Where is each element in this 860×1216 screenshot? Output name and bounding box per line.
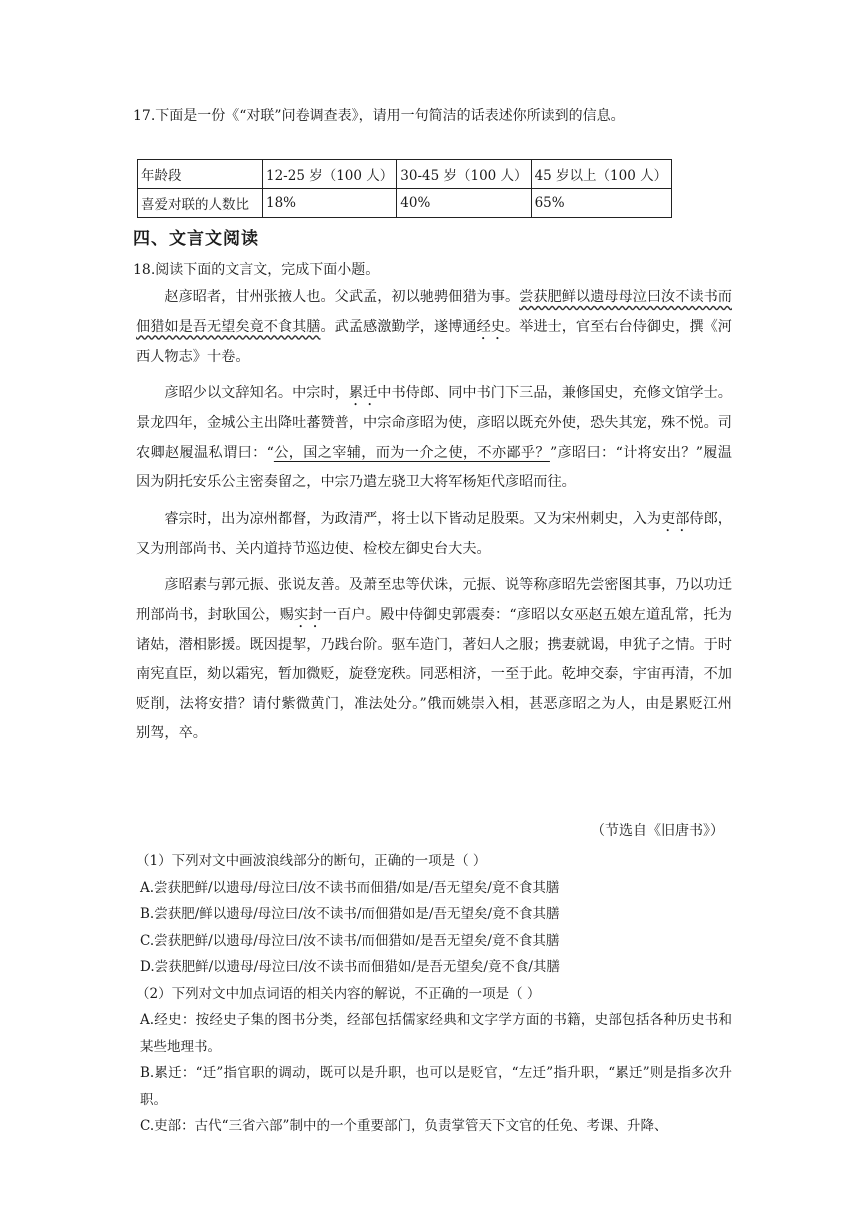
table-cell: 年龄段 (138, 160, 263, 189)
option-a: A.经史：按经史子集的图书分类，经部包括儒家经典和文字学方面的书籍，史部包括各种历史书和某些地理书。 (140, 1012, 732, 1055)
question-17-prompt: 17.下面是一份《“对联”问卷调查表》，请用一句简洁的话表述你所读到的信息。 (133, 108, 625, 124)
passage-text: 。举进士，官至右台侍御史，撰《河西人物志》十卷。 (136, 318, 732, 365)
passage-text: 赵彦昭者，甘州张掖人也。父武孟，初以驰骋佃猎为事。 (164, 289, 520, 305)
passage-text: 侍郎，又为刑部尚书、关内道持节巡边使、检校左御史台大夫。 (136, 510, 732, 557)
passage-paragraph-4 (136, 571, 732, 749)
option-b: B.累迁：“迁”指官职的调动，既可以是升职，也可以是贬官，“左迁”指升职，“累迁”则是指多次升职。 (140, 1065, 732, 1108)
passage-text: ”彦昭曰：“计将安出？”履温因为阴托安乐公主密奏留之，中宗乃遣左骁卫大将军杨矩代彦昭而往。 (136, 444, 732, 490)
passage-text: 一百户。殿中侍御史郭震奏：“彦昭以女巫赵五娘左道乱常，托为诸姑，潜相影援。既因提挈，乃践台阶。驱车造门，著妇人之服；携妻就谒，申犹子之情。于时南宪直臣，劾以霜宪，暂加微贬，旋登宠秩。同恶相济，一至于此。乾坤交泰，宇宙再清，不加贬削，法将安措？请付紫微黄门，准法处分。”俄而姚崇入相，甚恶彦昭之为人，由是累贬江州别驾，卒。 (136, 606, 732, 741)
passage-text: 彦昭素与郭元振、张说友善。及萧至忠等伏诛，元振、说等称彦昭先尝密图其事，乃以功迁刑部尚书，封耿国公，赐 (136, 577, 732, 623)
passage-text: 彦昭少以文辞知名。中宗时， (164, 385, 349, 401)
survey-table (137, 159, 672, 218)
table-cell: 18% (263, 189, 397, 218)
sub-questions (136, 848, 732, 1140)
option-c: C.尝获肥鲜/以遗母/母泣曰/汝不读书/而佃猎如/是吾无望矣/竟不食其膳 (140, 932, 560, 949)
passage-paragraph-2 (136, 379, 732, 498)
dotted-term: 经史 (476, 318, 505, 335)
table-row-header (138, 160, 672, 189)
option-b: B.尝获肥/鲜以遗母/母泣曰/汝不读书/而佃猎如是/吾无望矣/竟不食其膳 (140, 906, 560, 922)
sub-question-1-stem: （1）下列对文中画波浪线部分的断句，正确的一项是（ ） (136, 853, 487, 869)
classical-passage (136, 283, 732, 756)
table-row-data (138, 189, 672, 218)
option-d: D.尝获肥鲜/以遗母/母泣曰/汝不读书而佃猎如/是吾无望矣/竟不食/其膳 (140, 959, 560, 975)
option-c: C.吏部：古代“三省六部”制中的一个重要部门，负责掌管天下文官的任免、考课、升降、 (140, 1118, 668, 1134)
passage-text: 睿宗时，出为凉州都督，为政清严，将士以下皆动足股栗。又为宋州刺史，入为 (164, 510, 662, 527)
table-cell: 喜爱对联的人数比 (138, 189, 263, 218)
question-18-prompt: 18.阅读下面的文言文，完成下面小题。 (133, 262, 380, 278)
passage-paragraph-1 (136, 283, 732, 372)
passage-text: 。武孟感激勤学，遂博通 (320, 318, 477, 335)
table-cell: 12-25 岁（100 人） (263, 160, 397, 189)
underlined-text: 公，国之宰辅，而为一介之使，不亦鄙乎？ (273, 444, 550, 461)
dotted-term: 累迁 (348, 385, 378, 401)
wavy-underlined-text: 尝获肥鲜以遗母母泣曰汝不读书而佃猎如是吾无望矣竟不食其膳 (136, 289, 732, 335)
dotted-term: 吏部 (661, 510, 690, 527)
passage-text: 中书侍郎、同中书门下三品，兼修国史，充修文馆学士。景龙四年，金城公主出降吐蕃赞普，中宗命彦昭为使，彦昭以既充外使，恐失其宠，殊不悦。司农卿赵履温私谓曰：“ (136, 385, 732, 461)
table-cell: 40% (397, 189, 531, 218)
table-cell: 30-45 岁（100 人） (397, 160, 531, 189)
table-cell: 65% (531, 189, 671, 218)
dotted-term: 实封 (293, 606, 323, 623)
source-citation: （节选自《旧唐书》） (591, 823, 724, 839)
option-a: A.尝获肥鲜/以遗母/母泣曰/汝不读书而佃猎/如是/吾无望矣/竟不食其膳 (140, 879, 560, 896)
sub-question-2-stem: （2）下列对文中加点词语的相关内容的解说，不正确的一项是（ ） (136, 985, 541, 1002)
passage-paragraph-3 (136, 505, 732, 565)
section-heading: 四、文言文阅读 (133, 229, 259, 249)
table-cell: 45 岁以上（100 人） (531, 160, 671, 189)
